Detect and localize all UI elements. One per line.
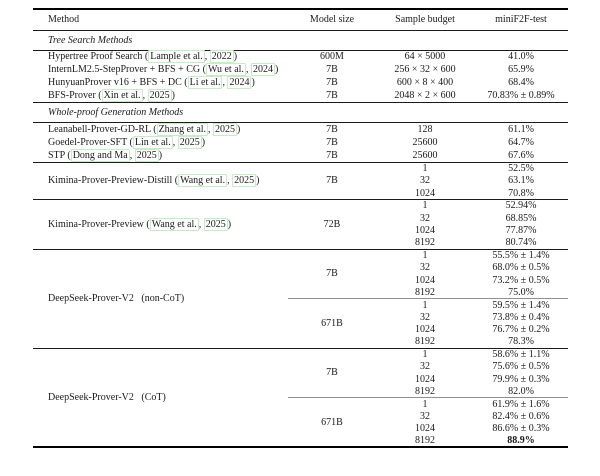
method-text: , <box>198 218 204 230</box>
sample-budget-cell: 1 <box>376 398 474 410</box>
citation-link[interactable]: Dong and Ma <box>72 149 128 161</box>
method-text: HunyuanProver v16 + BFS + DC ( <box>48 77 188 89</box>
method-text: DeepSeek-Prover-V2 (non-CoT) <box>48 293 185 305</box>
model-size-cell: 7B <box>326 64 338 76</box>
table-row <box>33 136 568 149</box>
section-header: Whole-proof Generation Methods <box>33 103 568 123</box>
sample-budget-cell: 1024 <box>415 324 435 336</box>
method-text: Kimina-Prover-Preview ( <box>48 218 150 230</box>
table-row <box>33 249 568 261</box>
table-row <box>33 50 568 63</box>
method-text: ) <box>256 175 260 187</box>
sample-budget-cell: 32 <box>420 262 430 274</box>
score-cell: 86.6% ± 0.3% <box>492 423 550 435</box>
model-size-cell: 7B <box>288 348 376 398</box>
score-cell: 41.0% <box>474 50 568 63</box>
score-cell: 82.4% ± 0.6% <box>492 410 550 422</box>
method-text: ) <box>227 218 232 230</box>
score-cell: 70.8% <box>508 187 534 199</box>
sample-budget-cell: 32 <box>420 212 430 224</box>
score-cell: 67.6% <box>508 149 534 161</box>
citation-link[interactable]: Lample et al. <box>150 51 203 63</box>
citation-link[interactable]: Xin et al. <box>103 90 141 102</box>
method-text: , <box>222 77 228 89</box>
section-header-row <box>33 30 568 50</box>
score-cell: 68.85% <box>505 212 537 224</box>
method-cell <box>33 63 288 76</box>
sample-budget-cell: 1 <box>376 299 474 311</box>
score-cell: 78.3% <box>508 336 534 348</box>
score-cell: 64.7% <box>508 137 534 149</box>
model-size-cell: 671B <box>288 398 376 448</box>
sample-budget-cell: 1024 <box>415 373 435 385</box>
model-size-cell: 7B <box>326 137 338 149</box>
method-text: ) <box>274 64 279 76</box>
method-text: InternLM2.5-StepProver + BFS + CG ( <box>48 64 206 76</box>
citation-link[interactable]: 2024 <box>252 64 273 76</box>
method-cell <box>33 123 288 136</box>
method-text: BFS-Prover ( <box>48 90 102 102</box>
method-text: , <box>129 149 135 161</box>
citation-link[interactable]: 2025 <box>215 124 236 136</box>
score-cell: 61.1% <box>474 123 568 136</box>
model-size-cell: 7B <box>326 90 338 102</box>
citation-link[interactable]: 2022 <box>211 51 232 63</box>
citation-link[interactable]: 2025 <box>205 218 226 230</box>
score-cell: 75.0% <box>508 286 534 298</box>
sample-budget-cell: 256 × 32 × 600 <box>394 64 456 76</box>
model-size-cell: 7B <box>288 162 376 199</box>
sample-budget-cell: 25600 <box>412 149 438 161</box>
table-row <box>33 63 568 76</box>
method-text: STP ( <box>48 149 71 161</box>
model-size-cell: 600M <box>288 50 376 63</box>
score-cell: 55.5% ± 1.4% <box>474 249 568 261</box>
method-text: Leanabell-Prover-GD-RL ( <box>48 124 157 136</box>
method-text: ) <box>201 137 206 149</box>
method-cell <box>33 136 288 149</box>
score-cell: 59.5% ± 1.4% <box>474 299 568 311</box>
score-cell: 77.87% <box>505 224 537 236</box>
table-section <box>33 50 568 103</box>
citation-link[interactable]: Li et al. <box>189 77 221 89</box>
table-section <box>33 162 568 199</box>
method-text: ) <box>158 149 163 161</box>
method-cell <box>33 348 288 447</box>
table-row <box>33 199 568 211</box>
score-cell: 70.83% ± 0.89% <box>487 90 555 102</box>
sample-budget-cell: 64 × 5000 <box>376 50 474 63</box>
table-section <box>33 199 568 249</box>
score-cell: 88.9% <box>507 435 535 447</box>
model-size-cell: 7B <box>326 149 338 161</box>
model-size-cell: 7B <box>326 77 338 89</box>
method-cell <box>33 90 288 103</box>
method-text: , <box>245 64 251 76</box>
table-row <box>33 348 568 360</box>
method-text: ) <box>171 90 175 102</box>
header-row <box>33 9 568 30</box>
table-row <box>33 162 568 174</box>
table-row <box>33 149 568 162</box>
score-cell: 82.0% <box>508 385 534 397</box>
method-text: ) <box>233 51 238 63</box>
sample-budget-cell: 8192 <box>415 385 435 397</box>
score-cell: 73.2% ± 0.5% <box>492 274 550 286</box>
sample-budget-cell: 32 <box>420 311 430 323</box>
results-table-container <box>33 8 568 448</box>
method-text: ) <box>251 77 255 89</box>
column-header-model-size: Model size <box>288 9 376 30</box>
sample-budget-cell: 1024 <box>415 224 435 236</box>
citation-link[interactable]: 2025 <box>234 175 255 187</box>
model-size-cell: 671B <box>288 299 376 349</box>
sample-budget-cell: 32 <box>420 410 430 422</box>
table-section <box>33 123 568 163</box>
method-cell <box>33 249 288 348</box>
table-section <box>33 30 568 50</box>
sample-budget-cell: 8192 <box>415 286 435 298</box>
table-row <box>33 90 568 103</box>
sample-budget-cell: 32 <box>420 361 430 373</box>
model-size-cell: 7B <box>288 249 376 299</box>
citation-link[interactable]: 2025 <box>179 137 200 149</box>
citation-link[interactable]: Wang et al. <box>180 175 226 187</box>
citation-link[interactable]: Wu et al. <box>207 64 244 76</box>
score-cell: 58.6% ± 1.1% <box>474 348 568 360</box>
citation-link[interactable]: 2025 <box>149 90 170 102</box>
sample-budget-cell: 1 <box>376 162 474 174</box>
sample-budget-cell: 8192 <box>415 435 435 447</box>
sample-budget-cell: 8192 <box>415 237 435 249</box>
citation-link[interactable]: 2024 <box>229 77 250 89</box>
column-header-minif2f-test: miniF2F-test <box>474 9 568 30</box>
sample-budget-cell: 25600 <box>412 137 438 149</box>
method-cell <box>33 199 288 249</box>
sample-budget-cell: 8192 <box>415 336 435 348</box>
table-section <box>33 348 568 447</box>
score-cell: 76.7% ± 0.2% <box>492 324 550 336</box>
model-size-cell: 7B <box>288 123 376 136</box>
sample-budget-cell: 2048 × 2 × 600 <box>394 90 456 102</box>
column-header-sample-budget: Sample budget <box>376 9 474 30</box>
table-section <box>33 249 568 348</box>
method-text: , <box>208 124 214 136</box>
score-cell: 68.0% ± 0.5% <box>492 262 550 274</box>
method-text: ) <box>237 124 241 136</box>
section-header-row <box>33 103 568 123</box>
method-text: Hypertree Proof Search ( <box>48 51 149 63</box>
method-cell <box>33 162 288 199</box>
sample-budget-cell: 1024 <box>415 423 435 435</box>
sample-budget-cell: 128 <box>376 123 474 136</box>
table-section <box>33 103 568 123</box>
method-text: , <box>227 175 233 187</box>
method-text: Goedel-Prover-SFT ( <box>48 137 133 149</box>
score-cell: 75.6% ± 0.5% <box>492 361 550 373</box>
citation-link[interactable]: Wang et al. <box>151 218 197 230</box>
method-cell <box>33 50 288 63</box>
method-text: DeepSeek-Prover-V2 (CoT) <box>48 391 166 403</box>
table-header <box>33 9 568 30</box>
method-cell <box>33 149 288 162</box>
sample-budget-cell: 1 <box>376 249 474 261</box>
sample-budget-cell: 1024 <box>415 274 435 286</box>
score-cell: 68.4% <box>508 77 534 89</box>
citation-link[interactable]: Zhang et al. <box>158 124 207 136</box>
score-cell: 80.74% <box>505 237 537 249</box>
table-row <box>33 123 568 136</box>
citation-link[interactable]: 2025 <box>136 149 157 161</box>
score-cell: 61.9% ± 1.6% <box>474 398 568 410</box>
sample-budget-cell: 1 <box>376 348 474 360</box>
model-size-cell: 72B <box>288 199 376 249</box>
sample-budget-cell: 600 × 8 × 400 <box>396 77 454 89</box>
method-text: , <box>172 137 178 149</box>
sample-budget-cell: 1024 <box>415 187 435 199</box>
section-header: Tree Search Methods <box>33 30 568 50</box>
score-cell: 65.9% <box>508 64 534 76</box>
score-cell: 79.9% ± 0.3% <box>492 373 550 385</box>
table-row <box>33 76 568 89</box>
score-cell: 73.8% ± 0.4% <box>492 311 550 323</box>
score-cell: 52.94% <box>474 199 568 211</box>
score-cell: 63.1% <box>508 175 534 187</box>
results-table <box>33 8 568 448</box>
method-text: Kimina-Prover-Preview-Distill ( <box>48 175 179 187</box>
column-header-method: Method <box>33 9 288 30</box>
method-cell <box>33 76 288 89</box>
method-text: , <box>204 51 210 63</box>
sample-budget-cell: 1 <box>376 199 474 211</box>
method-text: , <box>142 90 148 102</box>
score-cell: 52.5% <box>474 162 568 174</box>
sample-budget-cell: 32 <box>420 175 430 187</box>
citation-link[interactable]: Lin et al. <box>134 137 171 149</box>
